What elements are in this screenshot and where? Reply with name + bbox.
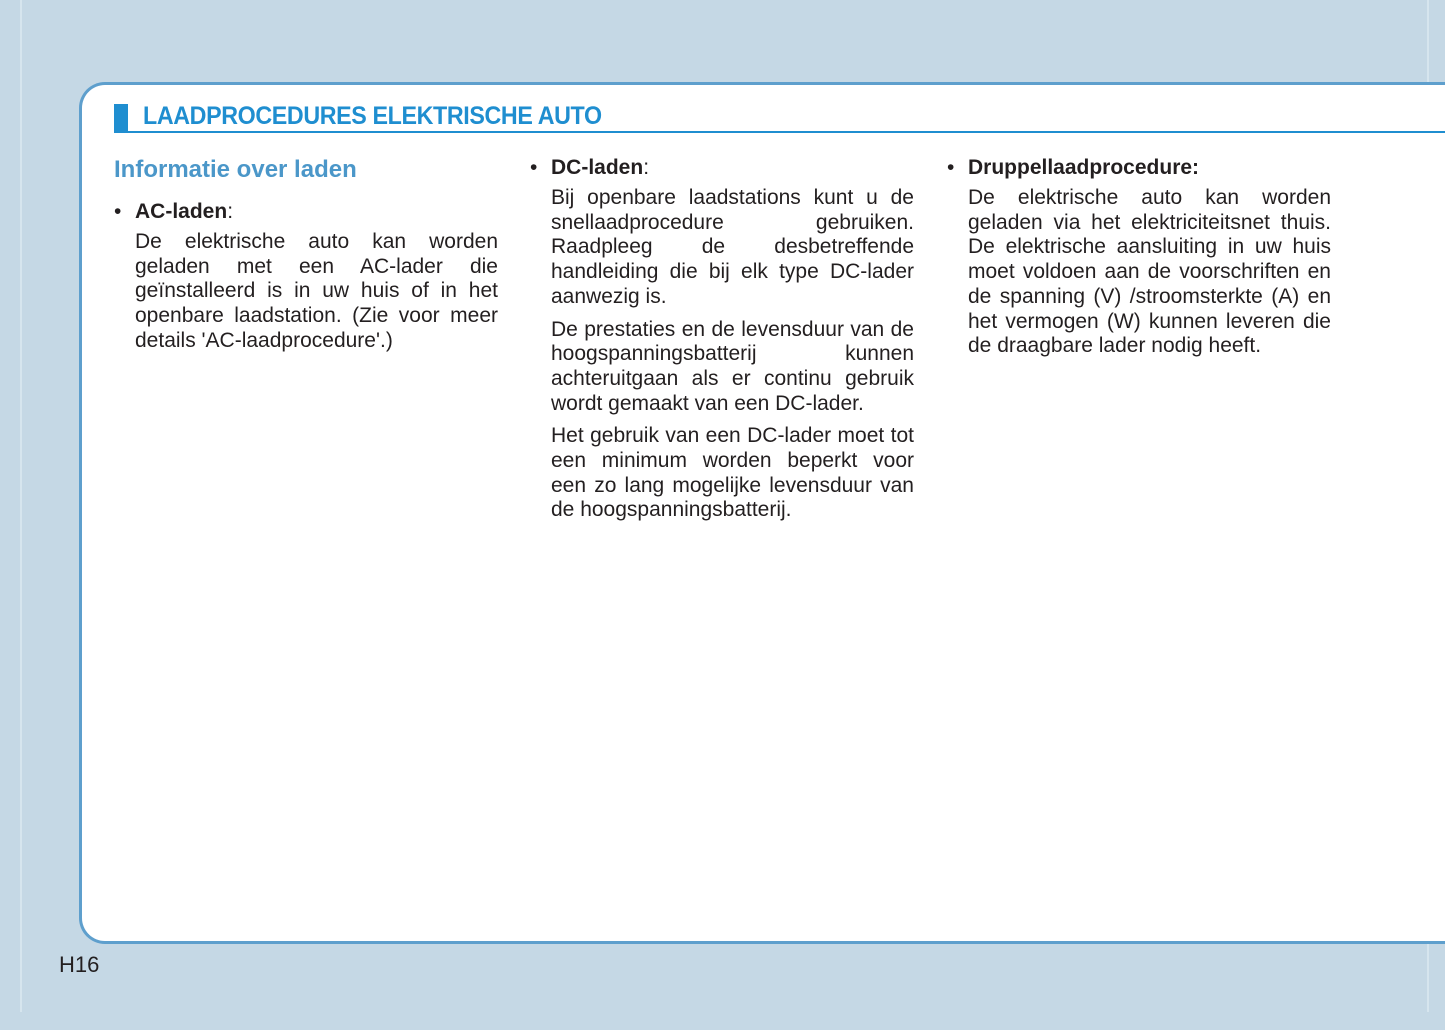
bullet-label: AC-laden bbox=[135, 200, 228, 223]
bullet-suffix: : bbox=[643, 156, 650, 179]
bullet-heading-druppel bbox=[947, 155, 1332, 180]
bullet-suffix: : bbox=[227, 200, 234, 223]
paragraph: De prestaties en de levensduur van de hoogspanningsbatterij kunnen achteruitgaan als er continu gebruik wordt gemaakt van een DC-lader. bbox=[551, 317, 914, 415]
bullet-heading-ac bbox=[114, 199, 499, 224]
bullet-label: Druppellaadprocedure: bbox=[968, 156, 1200, 179]
paragraph: Bij openbare laadstations kunt u de snellaadprocedure gebruiken. Raadpleeg de desbetreffende handleiding die bij elk type DC-lader aanwezig is. bbox=[551, 186, 914, 308]
paragraph: De elektrische auto kan worden geladen via het elektriciteitsnet thuis. De elektrische aansluiting in uw huis moet voldoen aan de voorschriften en de spanning (V) /stroomsterkte (A) en het vermogen (W) kunnen leveren die de draagbare lader nodig heeft. bbox=[968, 186, 1331, 358]
column-dc-laden bbox=[530, 155, 915, 531]
bullet-heading-dc bbox=[530, 155, 915, 180]
column-druppelladen bbox=[947, 155, 1332, 367]
section-title: LAADPROCEDURES ELEKTRISCHE AUTO bbox=[143, 102, 602, 130]
bullet-dot-icon: • bbox=[114, 200, 122, 223]
bullet-dot-icon: • bbox=[947, 156, 955, 179]
bullet-label: DC-laden bbox=[551, 156, 644, 179]
subheading: Informatie over laden bbox=[114, 156, 357, 183]
bullet-dot-icon: • bbox=[530, 156, 538, 179]
paragraph: De elektrische auto kan worden geladen met een AC-lader die geïnstalleerd is in uw huis of in het openbare laadstation. (Zie voor meer details 'AC-laadprocedure'.) bbox=[135, 230, 498, 352]
section-divider bbox=[114, 131, 1445, 133]
column-ac-laden bbox=[114, 155, 499, 362]
page-number: H16 bbox=[59, 952, 100, 977]
paragraph: Het gebruik van een DC-lader moet tot een minimum worden beperkt voor een zo lang mogelijke levensduur van de hoogspanningsbatterij. bbox=[551, 424, 914, 522]
section-marker bbox=[114, 104, 128, 133]
